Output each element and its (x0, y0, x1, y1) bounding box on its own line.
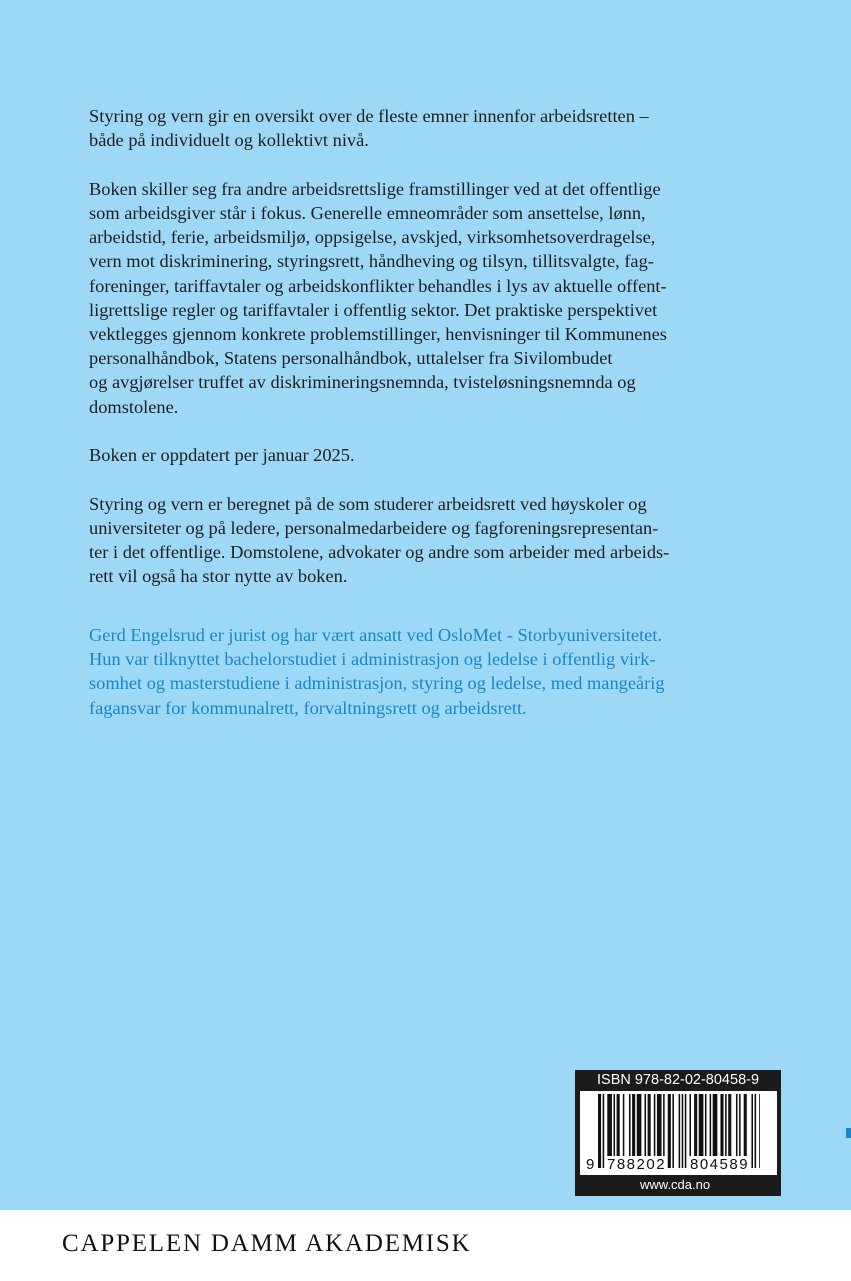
text-line: som arbeidsgiver står i fokus. Generelle emneområder som ansettelse, lønn, (89, 203, 646, 223)
barcode-bar (685, 1094, 687, 1168)
barcode-bar (672, 1094, 674, 1168)
text-line: foreninger, tariffavtaler og arbeidskonflikter behandles i lys av aktuelle offent- (89, 275, 667, 296)
text-line: både på individuelt og kollektivt nivå. (89, 130, 369, 151)
barcode-bar (598, 1094, 601, 1168)
barcode-bar (751, 1094, 753, 1168)
description-paragraph-3 (89, 443, 729, 467)
description-paragraph-1 (89, 104, 729, 152)
text-line: Gerd Engelsrud er jurist og har vært ansatt ved OsloMet - Storbyuniversitetet. (89, 625, 663, 645)
text-line: somhet og masterstudiene i administrasjon, styring og ledelse, med mangeårig (89, 673, 665, 694)
text-line: ter i det offentlige. Domstolene, advokater og andre som arbeider med arbeids- (89, 542, 670, 563)
barcode-bar (668, 1094, 671, 1168)
text-line: rett vil også ha stor nytte av boken. (89, 566, 348, 587)
text-line: Boken er oppdatert per januar 2025. (89, 445, 355, 466)
text-line: universiteter og på ledere, personalmedarbeidere og fagforeningsrepresentan- (89, 518, 659, 539)
text-line: og avgjørelser truffet av diskrimineringsnemnda, tvisteløsningsnemnda og (89, 372, 636, 393)
publisher-logo: CAPPELEN DAMM AKADEMISK (62, 1230, 472, 1257)
text-line: vern mot diskriminering, styringsrett, håndheving og tilsyn, tillitsvalgte, fag- (89, 251, 654, 272)
barcode-bar (682, 1094, 684, 1168)
barcode-digit-first: 9 (586, 1156, 595, 1173)
text-line: Styring og vern gir en oversikt over de fleste emner innenfor arbeidsretten – (89, 106, 649, 126)
barcode-bar (755, 1094, 757, 1168)
edge-mark (846, 1128, 851, 1138)
text-line: personalhåndbok, Statens personalhåndbok, uttalelser fra Sivilombudet (89, 348, 613, 369)
text-line: ligrettslige regler og tariffavtaler i offentlig sektor. Det praktiske perspektivet (89, 299, 658, 320)
text-line: domstolene. (89, 396, 179, 417)
text-line: vektlegges gjennom konkrete problemstillinger, henvisninger til Kommunenes (89, 324, 667, 345)
isbn-label: ISBN 978-82-02-80458-9 (597, 1072, 760, 1088)
text-line: arbeidstid, ferie, arbeidsmiljø, oppsigelse, avskjed, virksomhetsoverdragelse, (89, 227, 656, 248)
barcode-bar (759, 1094, 760, 1168)
text-line: fagansvar for kommunalrett, forvaltningsrett og arbeidsrett. (89, 697, 527, 718)
text-line: Boken skiller seg fra andre arbeidsrettslige framstillinger ved at det offentlige (89, 178, 661, 199)
barcode-bar (679, 1094, 681, 1168)
website-label: www.cda.no (640, 1177, 711, 1192)
description-paragraph-2 (89, 177, 729, 419)
barcode-bar (603, 1094, 605, 1168)
text-line: Hun var tilknyttet bachelorstudiet i administrasjon og ledelse i offentlig virk- (89, 649, 656, 670)
description (89, 104, 729, 613)
description-paragraph-4 (89, 492, 729, 589)
author-bio (89, 623, 739, 720)
barcode-digits-right: 804589 (690, 1156, 750, 1173)
text-line: Styring og vern er beregnet på de som studerer arbeidsrett ved høyskoler og (89, 493, 647, 514)
barcode-digits-left: 788202 (607, 1156, 667, 1173)
